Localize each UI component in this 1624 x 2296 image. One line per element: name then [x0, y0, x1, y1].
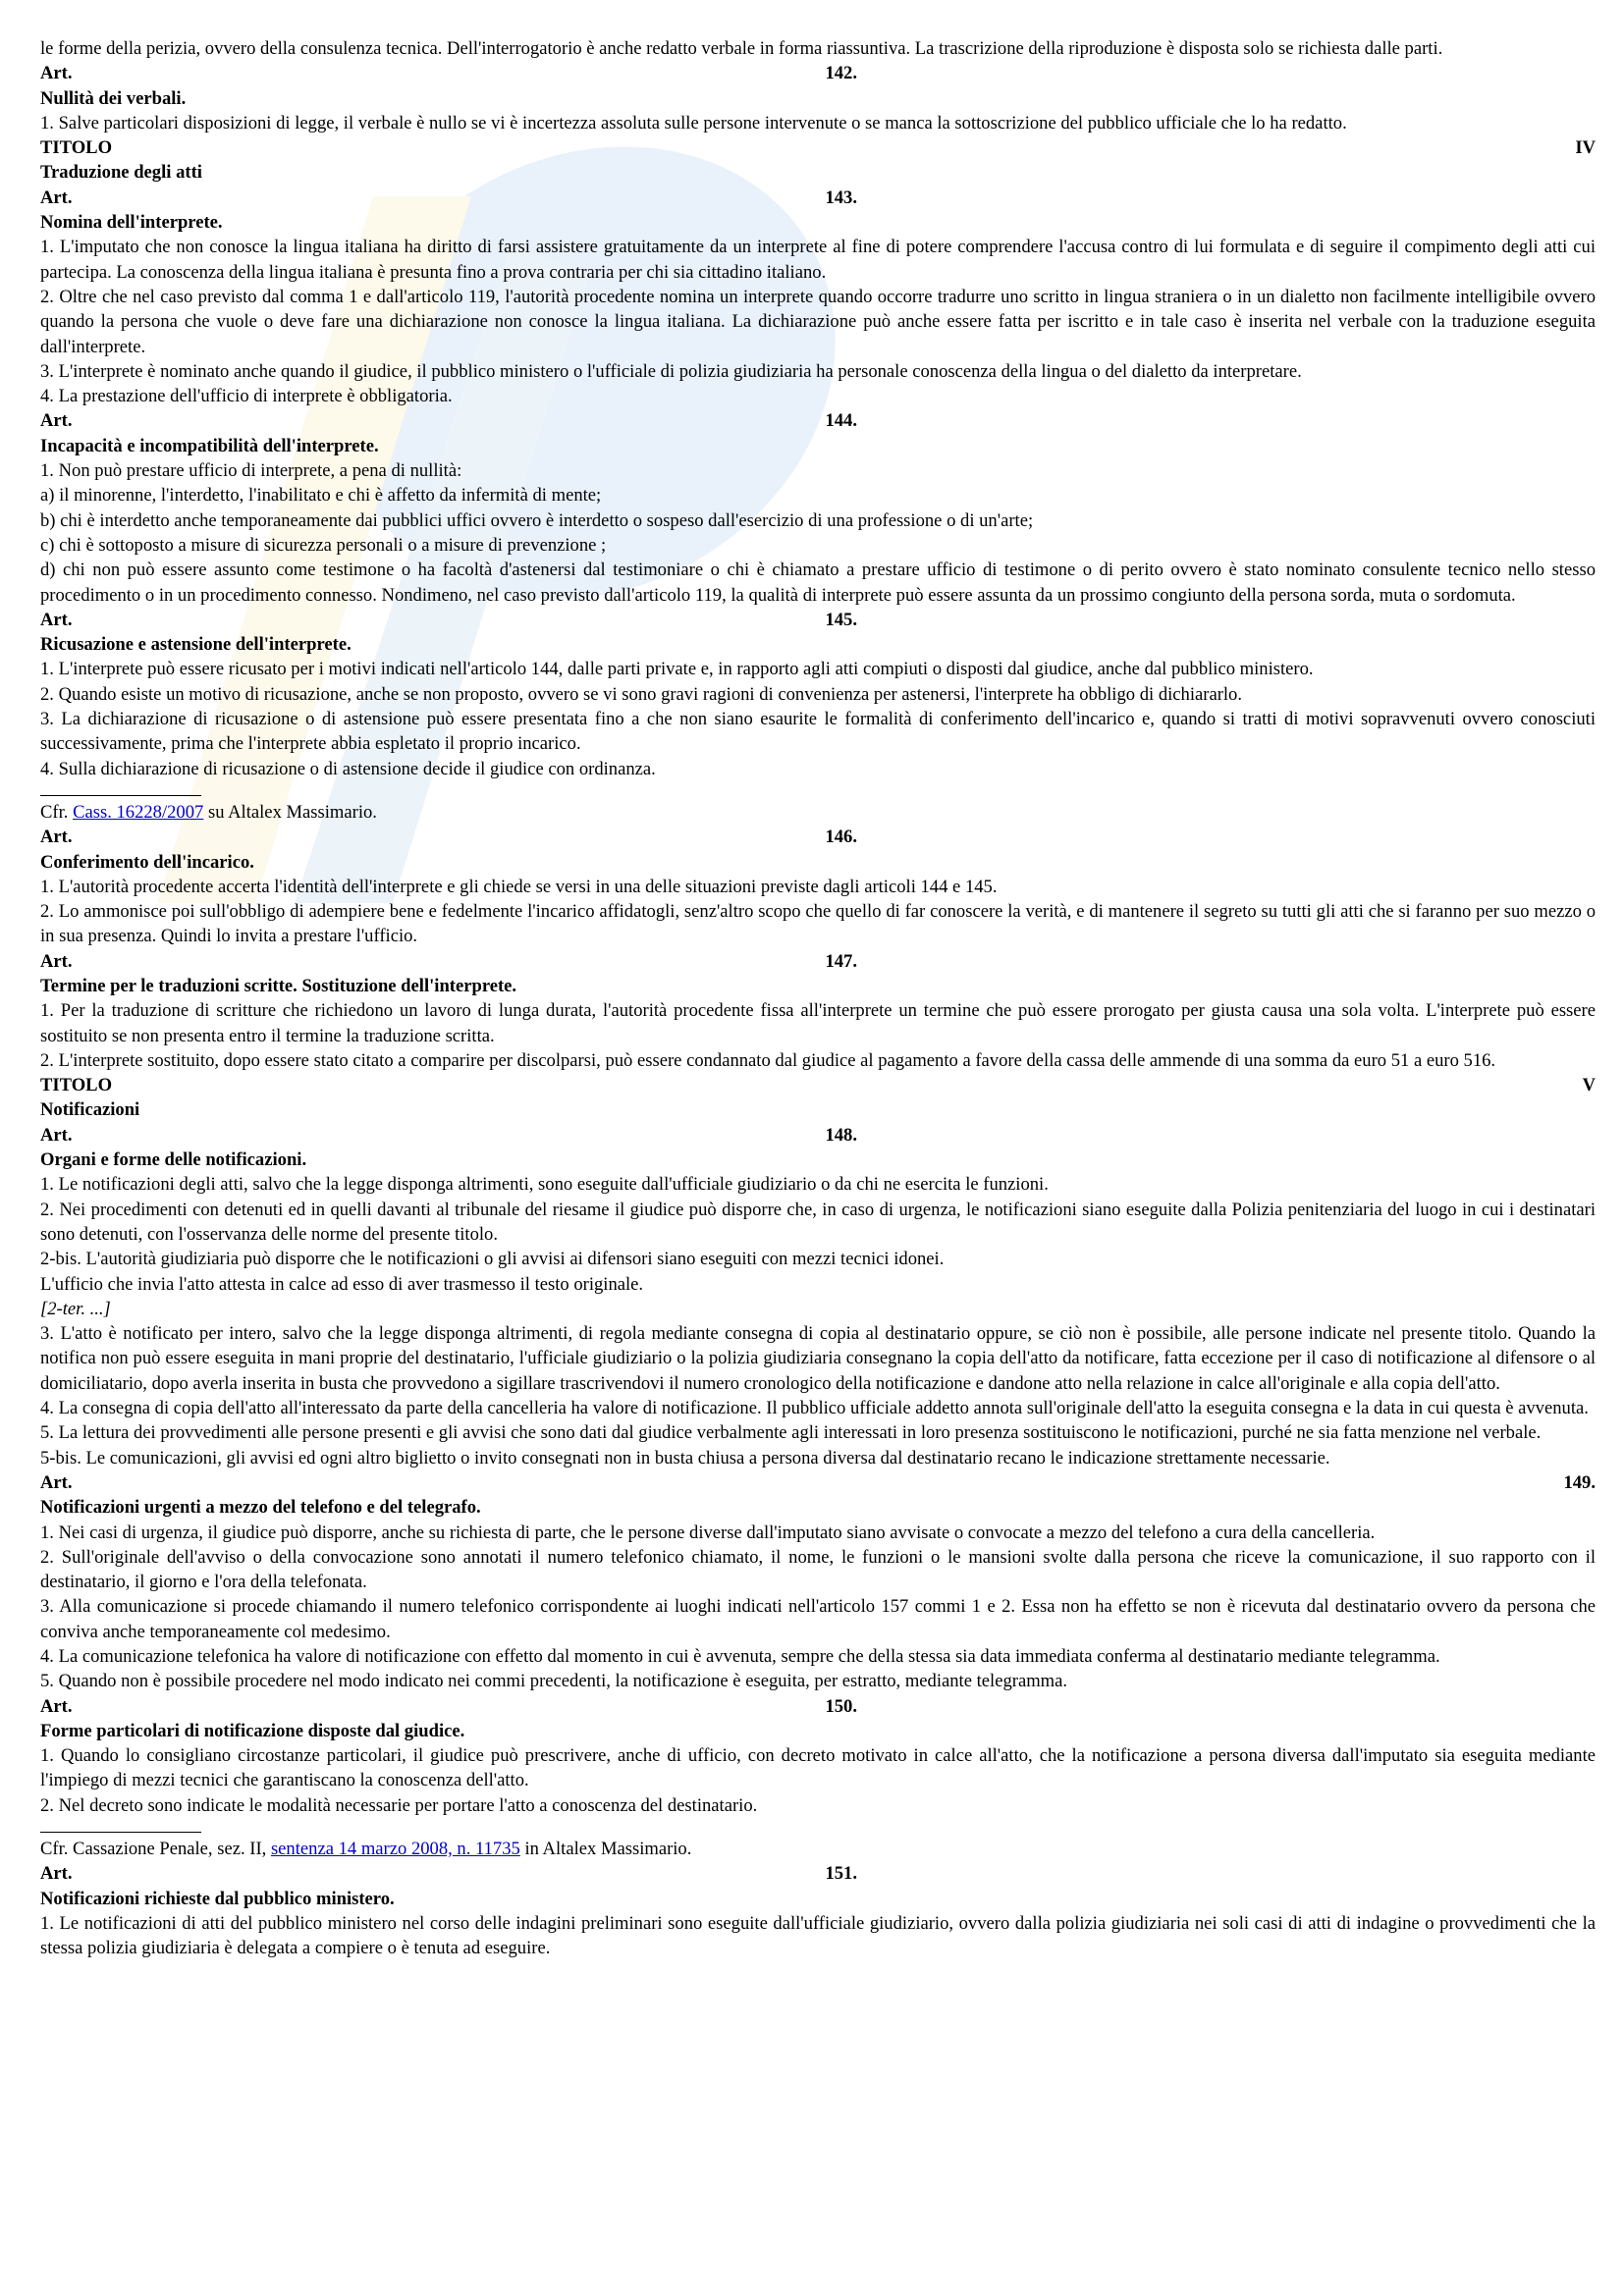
paragraph: 1. Quando lo consigliano circostanze particolari, il giudice può prescrivere, anche di ufficio, con decreto motivato in calce all'atto, che la notificazione a persona diversa dall'imputato sia eseguita mediante l'impiego di mezzi tecnici che garantiscano la conoscenza dell'atto.: [40, 1745, 1600, 1791]
paragraph: 1. Le notificazioni di atti del pubblico ministero nel corso delle indagini preliminari sono eseguite dall'ufficiale giudiziario, ovvero dalla polizia giudiziaria nei soli casi di atti di indagine o provvedimenti che la stessa polizia giudiziaria è delegata a compiere o è tenuta ad eseguire.: [40, 1912, 1600, 1959]
heading-number: 151.: [825, 1863, 857, 1885]
reference-suffix: in Altalex Massimario.: [519, 1839, 692, 1860]
article-number: [40, 1123, 1596, 1148]
paragraph: 1. L'imputato che non conosce la lingua italiana ha diritto di farsi assistere gratuitamente da un interprete al fine di potere comprendere l'accusa contro di lui formulata e di seguire il compimento degli atti cui partecipa. La conoscenza della lingua italiana è presunta fino a prova contraria per chi sia cittadino italiano.: [40, 237, 1600, 283]
paragraph: 1. L'autorità procedente accerta l'identità dell'interprete e gli chiede se versi in una delle situazioni previste dagli articoli 144 e 145.: [40, 876, 998, 897]
section-heading: Forme particolari di notificazione disposte dal giudice.: [40, 1720, 465, 1741]
paragraph: 1. Per la traduzione di scritture che richiedono un lavoro di lunga durata, l'autorità procedente fissa all'interprete un termine che può essere prorogato per giusta causa una sola volta. L'interprete può essere sostituito se non presenta entro il termine la traduzione scritta.: [40, 1000, 1600, 1046]
heading-label: Art.: [40, 187, 73, 208]
paragraph: a) il minorenne, l'interdetto, l'inabilitato e chi è affetto da infermità di mente;: [40, 485, 602, 507]
heading-number: 144.: [825, 410, 857, 432]
paragraph: 1. L'interprete può essere ricusato per i motivi indicati nell'articolo 144, dalle parti private e, in rapporto agli atti compiuti o disposti dal giudice, anche dal pubblico ministero.: [40, 659, 1314, 680]
paragraph: 2. L'interprete sostituito, dopo essere stato citato a comparire per discolparsi, può essere condannato dal giudice al pagamento a favore della cassa delle ammende di una somma da euro 51 a euro 516.: [40, 1049, 1496, 1071]
paragraph: 3. L'atto è notificato per intero, salvo che la legge disponga altrimenti, di regola mediante consegna di copia al destinatario oppure, se ciò non è possibile, alle persone indicate nel presente titolo. Quando la notifica non può essere eseguita in mani proprie del destinatario, l'ufficiale giudiziario o la polizia giudiziaria consegnano la copia dell'atto da notificare, fatta eccezione per il caso di notificazione al difensore o al domiciliatario, dopo averla inserita in busta che provvedono a sigillare trascrivendovi il numero cronologico della notificazione e dandone atto nella relazione in calce all'originale e alla copia dell'atto.: [40, 1323, 1600, 1394]
section-heading: Nullità dei verbali.: [40, 87, 187, 109]
heading-label: Art.: [40, 950, 73, 972]
paragraph: L'ufficio che invia l'atto attesta in calce ad esso di aver trasmesso il testo originale.: [40, 1273, 644, 1295]
paragraph: 5. La lettura dei provvedimenti alle persone presenti e gli avvisi che sono dati dal giudice verbalmente agli interessati in loro presenza sostituiscono le notificazioni, purché ne sia fatta menzione nel verbale.: [40, 1422, 1542, 1444]
paragraph: 2. Nei procedimenti con detenuti ed in quelli davanti al tribunale del riesame il giudice può disporre che, in caso di urgenza, le notificazioni siano eseguite dalla Polizia penitenziaria del luogo in cui i destinatari sono detenuti, con l'osservanza delle norme del presente titolo.: [40, 1199, 1600, 1245]
section-heading: Ricusazione e astensione dell'interprete.: [40, 634, 352, 656]
section-heading: Notificazioni urgenti a mezzo del telefono e del telegrafo.: [40, 1497, 481, 1519]
heading-number: 146.: [825, 827, 857, 848]
title-heading: [40, 135, 1596, 160]
paragraph: 1. Nei casi di urgenza, il giudice può disporre, anche su richiesta di parte, che le persone diverse dall'imputato siano avvisate o convocate a mezzo del telefono a cura della cancelleria.: [40, 1522, 1376, 1543]
paragraph: 2. Quando esiste un motivo di ricusazione, anche se non proposto, ovvero se vi sono gravi ragioni di convenienza per astenersi, l'interprete ha obbligo di dichiararlo.: [40, 683, 1243, 705]
heading-number: 150.: [825, 1695, 857, 1717]
article-number: [40, 1861, 1596, 1886]
document-page: [40, 36, 1600, 1961]
section-heading: Termine per le traduzioni scritte. Sostituzione dell'interprete.: [40, 975, 517, 996]
paragraph: 2-bis. L'autorità giudiziaria può disporre che le notificazioni o gli avvisi ai difensori siano eseguiti con mezzi tecnici idonei.: [40, 1249, 945, 1270]
heading-number: V: [1582, 1075, 1596, 1096]
heading-label: Art.: [40, 1471, 73, 1493]
paragraph: [2-ter. ...]: [40, 1298, 111, 1319]
heading-label: Art.: [40, 1695, 73, 1717]
heading-number: 148.: [825, 1124, 857, 1146]
article-number: [40, 608, 1596, 632]
paragraph: le forme della perizia, ovvero della consulenza tecnica. Dell'interrogatorio è anche redatto verbale in forma riassuntiva. La trascrizione della riproduzione è disposta solo se richiesta dalle parti.: [40, 38, 1443, 59]
reference-link[interactable]: sentenza 14 marzo 2008, n. 11735: [270, 1839, 520, 1860]
heading-number: 145.: [825, 609, 857, 630]
paragraph: 1. Non può prestare ufficio di interprete, a pena di nullità:: [40, 460, 462, 482]
article-number: [40, 408, 1596, 433]
heading-label: Art.: [40, 1863, 73, 1885]
heading-label: TITOLO: [40, 1075, 113, 1096]
heading-label: Art.: [40, 63, 73, 84]
paragraph: 5-bis. Le comunicazioni, gli avvisi ed ogni altro biglietto o invito consegnati non in busta chiusa a persona diversa dal destinatario recano le indicazione strettamente necessarie.: [40, 1447, 1330, 1468]
article-number: [40, 1470, 1596, 1495]
heading-label: Art.: [40, 609, 73, 630]
paragraph: 2. Sull'originale dell'avviso o della convocazione sono annotati il numero telefonico chiamato, il nome, le funzioni o le mansioni svolte dalla persona che riceve la comunicazione, il suo rapporto con il destinatario, il giorno e l'ora della telefonata.: [40, 1546, 1600, 1593]
article-number: [40, 186, 1596, 210]
section-heading: Incapacità e incompatibilità dell'interprete.: [40, 435, 379, 456]
section-heading: Conferimento dell'incarico.: [40, 851, 254, 873]
heading-label: TITOLO: [40, 137, 113, 159]
paragraph: 1. Le notificazioni degli atti, salvo che la legge disponga altrimenti, sono eseguite dall'ufficiale giudiziario o da chi ne esercita le funzioni.: [40, 1174, 1049, 1196]
paragraph: 4. La prestazione dell'ufficio di interprete è obbligatoria.: [40, 386, 453, 407]
footnote-rule: [40, 1832, 201, 1833]
paragraph: d) chi non può essere assunto come testimone o ha facoltà d'astenersi dal testimoniare o chi è chiamato a prestare ufficio di testimone o di perito ovvero è stato nominato consulente tecnico nello stesso procedimento o in un procedimento connesso. Nondimeno, nel caso previsto dall'articolo 119, la qualità di interprete può essere assunta da un prossimo congiunto della persona sorda, muta o sordomuta.: [40, 560, 1600, 606]
reference-suffix: su Altalex Massimario.: [203, 801, 377, 823]
reference-link[interactable]: Cass. 16228/2007: [73, 801, 204, 823]
reference-prefix: Cfr.: [40, 801, 74, 823]
paragraph: 4. Sulla dichiarazione di ricusazione o di astensione decide il giudice con ordinanza.: [40, 758, 656, 779]
section-heading: Notificazioni: [40, 1099, 140, 1121]
heading-number: 143.: [825, 187, 857, 208]
heading-label: Art.: [40, 1124, 73, 1146]
section-heading: Nomina dell'interprete.: [40, 212, 223, 234]
heading-number: 147.: [825, 950, 857, 972]
reference-note: [40, 1837, 1596, 1861]
title-heading: [40, 1073, 1596, 1097]
paragraph: 4. La comunicazione telefonica ha valore di notificazione con effetto dal momento in cui è avvenuta, sempre che della stessa sia data immediata conferma al destinatario mediante telegramma.: [40, 1646, 1440, 1667]
reference-note: [40, 800, 1596, 825]
paragraph: 5. Quando non è possibile procedere nel modo indicato nei commi precedenti, la notificazione è eseguita, per estratto, mediante telegramma.: [40, 1671, 1068, 1692]
paragraph: 2. Oltre che nel caso previsto dal comma 1 e dall'articolo 119, l'autorità procedente nomina un interprete quando occorre tradurre uno scritto in lingua straniera o in un dialetto non facilmente intelligibile ovvero quando la persona che vuole o deve fare una dichiarazione non conosce la lingua italiana. La dichiarazione può anche essere fatta per iscritto e in tale caso è inserita nel verbale con la traduzione eseguita dall'interprete.: [40, 286, 1600, 357]
heading-number: 149.: [1563, 1471, 1596, 1493]
heading-number: IV: [1575, 137, 1596, 159]
section-heading: Notificazioni richieste dal pubblico ministero.: [40, 1888, 395, 1909]
section-heading: Organi e forme delle notificazioni.: [40, 1149, 307, 1171]
article-number: [40, 61, 1596, 85]
article-number: [40, 825, 1596, 849]
paragraph: 3. La dichiarazione di ricusazione o di astensione può essere presentata fino a che non siano esaurite le formalità di conferimento dell'incarico e, quando si tratti di motivi sopravvenuti ovvero conosciuti successivamente, prima che l'interprete abbia espletato il proprio incarico.: [40, 709, 1600, 755]
article-number: [40, 1694, 1596, 1719]
article-number: [40, 949, 1596, 974]
paragraph: 2. Nel decreto sono indicate le modalità necessarie per portare l'atto a conoscenza del destinatario.: [40, 1794, 758, 1816]
paragraph: 4. La consegna di copia dell'atto all'interessato da parte della cancelleria ha valore di notificazione. Il pubblico ufficiale addetto annota sull'originale dell'atto la eseguita consegna e la data in cui questa è avvenuta.: [40, 1398, 1589, 1419]
section-heading: Traduzione degli atti: [40, 162, 202, 184]
heading-number: 142.: [825, 63, 857, 84]
paragraph: b) chi è interdetto anche temporaneamente dai pubblici uffici ovvero è interdetto o sospeso dall'esercizio di una professione o di un'arte;: [40, 509, 1034, 531]
heading-label: Art.: [40, 827, 73, 848]
footnote-rule: [40, 795, 201, 796]
reference-prefix: Cfr. Cassazione Penale, sez. II,: [40, 1839, 271, 1860]
paragraph: 3. L'interprete è nominato anche quando il giudice, il pubblico ministero o l'ufficiale di polizia giudiziaria ha personale conoscenza della lingua o del dialetto da interpretare.: [40, 360, 1302, 382]
paragraph: 1. Salve particolari disposizioni di legge, il verbale è nullo se vi è incertezza assoluta sulle persone intervenute o se manca la sottoscrizione del pubblico ufficiale che lo ha redatto.: [40, 112, 1347, 133]
heading-label: Art.: [40, 410, 73, 432]
paragraph: 3. Alla comunicazione si procede chiamando il numero telefonico corrispondente ai luoghi indicati nell'articolo 157 commi 1 e 2. Essa non ha effetto se non è ricevuta dal destinatario ovvero da persona che conviva anche temporaneamente col medesimo.: [40, 1596, 1600, 1642]
paragraph: c) chi è sottoposto a misure di sicurezza personali o a misure di prevenzione ;: [40, 534, 607, 556]
paragraph: 2. Lo ammonisce poi sull'obbligo di adempiere bene e fedelmente l'incarico affidatogli, senz'altro scopo che quello di far conoscere la verità, e di mantenere il segreto su tutti gli atti che si faranno per suo mezzo o in sua presenza. Quindi lo invita a prestare l'ufficio.: [40, 901, 1600, 947]
